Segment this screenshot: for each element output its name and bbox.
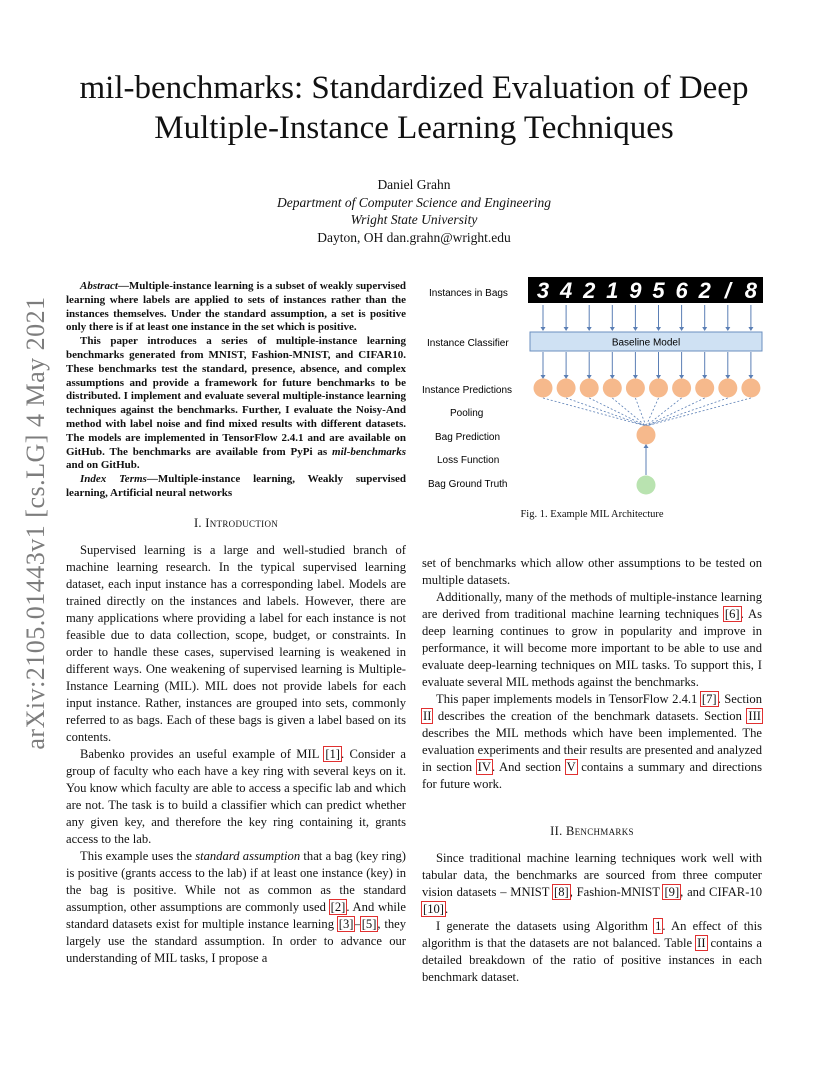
abstract-paragraph-2 [66, 335, 406, 473]
pooling-line [646, 398, 728, 426]
text-span: Since traditional machine learning techniques work well with tabular data, the benchmarks are sourced from three computer vision datasets – MNIST [422, 851, 762, 899]
arrow-head [679, 375, 684, 379]
text-span: , and CIFAR-10 [680, 885, 762, 899]
arrow-head [656, 375, 661, 379]
author-department: Department of Computer Science and Engineering [276, 194, 552, 210]
index-terms [66, 473, 406, 501]
digit-image: 5 [652, 278, 665, 303]
section-link[interactable]: IV [477, 760, 491, 774]
arrow-head [587, 375, 592, 379]
intro-paragraph-5 [422, 589, 762, 691]
table-link[interactable]: II [697, 936, 706, 950]
arrow-head [702, 327, 707, 331]
section-title: Benchmarks [565, 824, 634, 838]
digit-image: / [724, 278, 731, 303]
section-heading-introduction [66, 515, 406, 532]
bag-prediction-node [637, 426, 656, 445]
text-span: describes the creation of the benchmark datasets. Section [432, 709, 748, 723]
intro-paragraph-4: set of benchmarks which allow other assumptions to be tested on multiple datasets. [422, 556, 762, 587]
citation-link[interactable]: [6] [724, 607, 740, 621]
text-span: . Consider a group of faculty who each have a key ring with several keys on it. You know which faculty are able to access a specific lab and which are not. The task is to build a classifier which can predict whether any given key, and therefore the key ring containing it, grants access to the lab. [66, 746, 406, 846]
label-ground-truth: Bag Ground Truth [428, 479, 508, 490]
digit-image: 4 [559, 278, 573, 303]
arrow-head [702, 375, 707, 379]
abstract-text-2-end: and on GitHub. [66, 459, 140, 472]
arrow-head [644, 444, 649, 448]
figure-mil-architecture [422, 272, 770, 530]
section-link[interactable]: II [423, 709, 432, 723]
intro-paragraph-1: Supervised learning is a large and well-studied branch of machine learning research. In the typical supervised learning dataset, each input instance has a corresponding label. Models are trained directly on the instances and labels. However, there are many applications where providing a label for each instance is not feasible due to data collection, scope, budget, or constraints. In order to handle these cases, supervised learning is weakened in different ways. One weakening of supervised learning is Multiple-Instance Learning (MIL). MIL does not provide labels for each input instance. Rather, instances are grouped into sets, commonly referred to as bags. Each of these bags is given a label based on its contents. [66, 542, 406, 744]
input-arrows [541, 305, 754, 331]
label-bag-prediction: Bag Prediction [435, 432, 501, 443]
arxiv-sidebar [22, 288, 50, 758]
pooling-line [543, 398, 646, 426]
arrow-head [679, 327, 684, 331]
instance-prediction-node [741, 379, 760, 398]
arrow-head [633, 375, 638, 379]
label-predictions: Instance Predictions [422, 385, 513, 396]
baseline-model-label: Baseline Model [611, 337, 681, 349]
text-span: Additionally, many of the methods of multiple-instance learning are derived from traditional machine learning techniques [422, 590, 762, 621]
pooling-line [589, 398, 646, 426]
text-span: . Section [717, 692, 763, 706]
text-span: Babenko provides an useful example of MIL [80, 746, 325, 761]
index-terms-text: —Multiple-instance learning, Weakly supervised learning, Artificial neural networks [66, 473, 406, 499]
right-column [422, 555, 762, 986]
arrow-head [610, 327, 615, 331]
algorithm-link[interactable]: 1 [655, 919, 662, 933]
text-span: describes the MIL methods which have been implemented. The evaluation experiments and their results are presented and analyzed in section [422, 726, 762, 774]
instance-prediction-node [626, 379, 645, 398]
abstract-text-2: This paper introduces a series of multiple-instance learning benchmarks generated from MNIST, Fashion-MNIST, and CIFAR10. These benchmarks test the standard, presence, absence, and complex assumptions and provide a framework for future benchmarks to be distributed. I implement and evaluate several multiple-instance learning techniques against the benchmarks. Further, I evaluate the Noisy-And method with label noise and find mixed results with different datasets. The models are implemented in TensorFlow 2.4.1 and are available on GitHub. The benchmarks are available from PyPi as [66, 335, 406, 458]
citation-link[interactable]: [9] [664, 885, 680, 899]
text-span: contains a summary and directions for future work. [422, 760, 762, 791]
text-span: . And section [491, 760, 566, 774]
text-span: contains a detailed breakdown of the ratio of positive instances in each benchmark dataset. [422, 936, 763, 984]
instance-prediction-node [603, 379, 622, 398]
emphasis: standard assumption [195, 848, 301, 863]
arrow-head [564, 327, 569, 331]
abstract-lead: Abstract [80, 280, 118, 292]
text-span: – [354, 916, 361, 931]
intro-paragraph-6 [422, 691, 762, 793]
citation-link[interactable]: [2] [330, 899, 346, 914]
digit-image: 2 [583, 278, 596, 303]
text-span: . An effect of this algorithm is that the datasets are not balanced. Table [422, 919, 762, 950]
digit-image: 3 [536, 278, 550, 303]
digit-image: 6 [675, 278, 688, 303]
instance-prediction-node [718, 379, 737, 398]
paper-title: mil-benchmarks: Standardized Evaluation of Deep Multiple-Instance Learning Techniques [79, 70, 749, 146]
ground-truth-node [637, 476, 656, 495]
text-span: This example uses the [80, 848, 196, 863]
label-loss: Loss Function [437, 455, 500, 466]
arrow-head [610, 375, 615, 379]
arrow-head [633, 327, 638, 331]
instance-prediction-node [672, 379, 691, 398]
text-span: , they largely use the standard assumption. In order to advance our understanding of MIL tasks, I propose a [66, 916, 407, 965]
author-university: Wright State University [350, 212, 478, 227]
section-link[interactable]: V [566, 760, 576, 774]
arrow-head [748, 375, 753, 379]
arrow-head [564, 375, 569, 379]
citation-link[interactable]: [8] [554, 885, 569, 899]
pooling-line [646, 398, 659, 426]
text-span: , Fashion-MNIST [569, 885, 664, 899]
citation-link[interactable]: [3] [338, 916, 354, 931]
label-classifier: Instance Classifier [427, 338, 509, 349]
abstract-paragraph-1 [66, 280, 406, 335]
intro-paragraph-2 [66, 746, 406, 848]
text-span: that a bag (key ring) is positive (grants access to the lab) if at least one instance (key) in the bag is positive. While not as common as the standard assumption, other assumptions are commonly used [66, 848, 406, 914]
text-span: This paper implements models in TensorFlow 2.4.1 [436, 692, 701, 706]
author-location-email: Dayton, OH dan.grahn@wright.edu [317, 229, 511, 245]
pooling-line [646, 398, 705, 426]
index-terms-lead: Index Terms [80, 473, 147, 486]
digit-image: 8 [744, 278, 758, 303]
instance-prediction-node [557, 379, 576, 398]
intro-paragraph-3 [66, 848, 406, 967]
instance-prediction-node [534, 379, 553, 398]
arrow-head [541, 375, 546, 379]
pooling-line [646, 398, 682, 426]
digit-image: 1 [606, 278, 619, 303]
prediction-arrows [541, 352, 754, 379]
citation-link[interactable]: [5] [361, 916, 377, 931]
text-span: . [444, 902, 449, 916]
label-pooling: Pooling [450, 408, 484, 419]
instance-prediction-nodes [534, 379, 761, 398]
abstract-text-1: —Multiple-instance learning is a subset of weakly supervised learning where labels are applied to sets of instances rather than the instances themselves. Under the standard assumption, a set is positive only there is if at least one instance in the set which is positive. [66, 280, 406, 334]
section-link[interactable]: III [748, 709, 761, 723]
citation-link[interactable]: [1] [325, 746, 340, 761]
pooling-lines [543, 398, 751, 426]
section-number: II. [550, 824, 566, 838]
pooling-line [646, 398, 751, 426]
text-span: . As deep learning continues to grow in popularity and improve in performance, it will become more important to be able to use and evaluate deep-learning techniques on MIL tasks. To support this, I evaluate several MIL methods against the benchmarks. [422, 607, 762, 689]
text-span: I generate the datasets using Algorithm [436, 919, 655, 933]
section-number: I. [193, 515, 206, 530]
instance-prediction-node [580, 379, 599, 398]
arrow-head [725, 327, 730, 331]
section-heading-benchmarks [422, 823, 762, 840]
instance-prediction-node [649, 379, 668, 398]
figure-caption: Fig. 1. Example MIL Architecture [520, 509, 664, 520]
instance-prediction-node [695, 379, 714, 398]
benchmarks-paragraph-2 [422, 918, 762, 986]
digit-image: 2 [698, 278, 711, 303]
author-block [160, 176, 668, 246]
arrow-head [656, 327, 661, 331]
citation-link[interactable]: [7] [701, 692, 717, 706]
arrow-head [725, 375, 730, 379]
pooling-line [566, 398, 646, 426]
architecture-diagram [422, 272, 770, 504]
arxiv-identifier: arXiv:2105.01443v1 [cs.LG] 4 May 2021 [21, 296, 50, 750]
label-instances: Instances in Bags [429, 288, 508, 299]
left-column [66, 280, 406, 967]
author-name: Daniel Grahn [377, 177, 451, 192]
digit-image: 9 [629, 278, 642, 303]
abstract [66, 280, 406, 501]
arrow-head [748, 327, 753, 331]
citation-link[interactable]: [10] [423, 902, 444, 916]
package-name: mil-benchmarks [332, 445, 406, 458]
text-span: . And while standard datasets exist for multiple instance learning [66, 899, 406, 931]
arrow-head [587, 327, 592, 331]
section-title: Introduction [205, 515, 279, 530]
arrow-head [541, 327, 546, 331]
benchmarks-paragraph-1 [422, 850, 762, 918]
